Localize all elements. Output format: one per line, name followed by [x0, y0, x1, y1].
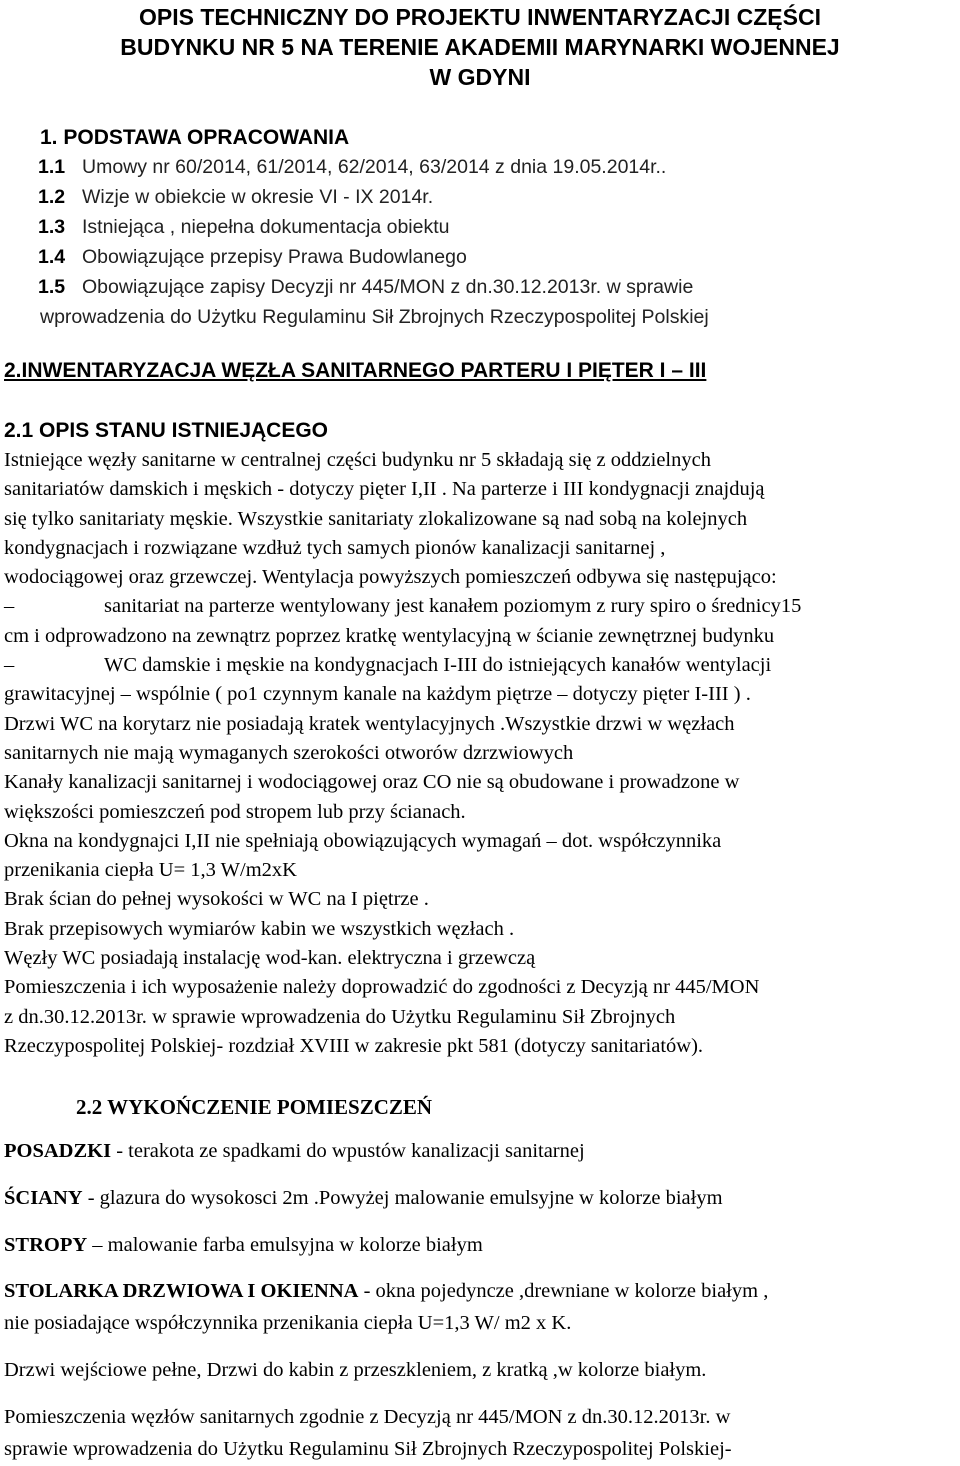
paragraph-line: kondygnacjach i rozwiązane wzdłuż tych samych pionów kanalizacji sanitarnej , — [4, 536, 666, 559]
finish-ceilings — [4, 1230, 956, 1260]
list-item-text: Istniejąca , niepełna dokumentacja obiektu — [82, 216, 450, 238]
section-1-heading: 1. PODSTAWA OPRACOWANIA — [40, 126, 350, 149]
paragraph-line: Okna na kondygnajci I,II nie spełniają obowiązujących wymagań – dot. współczynnika — [4, 829, 722, 852]
subsection-2-2-heading: 2.2 WYKOŃCZENIE POMIESZCZEŃ — [76, 1095, 433, 1119]
finish-label: STROPY — [4, 1234, 88, 1256]
paragraph-line: się tylko sanitariaty męskie. Wszystkie sanitariaty zlokalizowane są nad sobą na kolejnych — [4, 507, 748, 530]
list-item-number: 1.2 — [38, 186, 66, 208]
final-line-1: Pomieszczenia węzłów sanitarnych zgodnie z Decyzją nr 445/MON z dn.30.12.2013r. w — [4, 1406, 731, 1428]
finish-joinery — [4, 1276, 956, 1306]
paragraph-line: z dn.30.12.2013r. w sprawie wprowadzenia do Użytku Regulaminu Sił Zbrojnych — [4, 1005, 676, 1028]
finish-floors — [4, 1136, 956, 1166]
paragraph-line: Istniejące węzły sanitarne w centralnej części budynku nr 5 składają się z oddzielnych — [4, 449, 711, 471]
paragraph-line: Drzwi WC na korytarz nie posiadają kratek wentylacyjnych .Wszystkie drzwi w węzłach — [4, 712, 735, 735]
finish-joinery-line-2: nie posiadające współczynnika przenikania ciepła U=1,3 W/ m2 x K. — [4, 1312, 572, 1334]
dash-item-text: WC damskie i męskie na kondygnacjach I-III do istniejących kanałów wentylacji — [104, 654, 772, 677]
paragraph-line: sanitariatów damskich i męskich - dotyczy pięter I,II . Na parterze i III kondygnacji znajdują — [4, 478, 765, 501]
paragraph-line: Węzły WC posiadają instalację wod-kan. elektryczna i grzewczą — [4, 947, 536, 970]
title-line-1: OPIS TECHNICZNY DO PROJEKTU INWENTARYZACJI CZĘŚCI — [139, 4, 821, 30]
list-item-text: Wizje w obiekcie w okresie VI - IX 2014r. — [82, 186, 434, 208]
paragraph-line: Pomieszczenia i ich wyposażenie należy doprowadzić do zgodności z Decyzją nr 445/MON — [4, 976, 760, 999]
paragraph-line: wodociągowej oraz grzewczej. Wentylacja powyższych pomieszczeń odbywa się następująco: — [4, 566, 777, 589]
paragraph-line: większości pomieszczeń pod stropem lub przy ścianach. — [4, 800, 466, 823]
title-line-3: W GDYNI — [429, 64, 531, 90]
list-item-number: 1.3 — [38, 216, 66, 238]
list-item — [38, 212, 938, 242]
dash-marker: – — [4, 595, 15, 618]
dash-item-text: sanitariat na parterze wentylowany jest kanałem poziomym z rury spiro o średnicy15 — [104, 595, 802, 618]
paragraph-line: grawitacyjnej – wspólnie ( po1 czynnym kanale na każdym piętrze – dotyczy pięter I-III ) . — [4, 683, 751, 706]
section-2-heading: 2.INWENTARYZACJA WĘZŁA SANITARNEGO PARTERU I PIĘTER I – III — [4, 359, 707, 382]
list-item-number: 1.5 — [38, 276, 66, 298]
paragraph-line: Brak przepisowych wymiarów kabin we wszystkich węzłach . — [4, 917, 515, 940]
paragraph-line: Brak ścian do pełnej wysokości w WC na I piętrze . — [4, 888, 429, 911]
finish-text: - okna pojedyncze ,drewniane w kolorze białym , — [358, 1280, 769, 1302]
finish-label: POSADZKI — [4, 1140, 112, 1162]
list-item-number: 1.1 — [38, 156, 66, 178]
paragraph-line: Kanały kanalizacji sanitarnej i wodociągowej oraz CO nie są obudowane i prowadzone w — [4, 771, 740, 794]
section-basis — [38, 124, 938, 332]
finish-text: - glazura do wysokosci 2m .Powyżej malowanie emulsyjne w kolorze białym — [82, 1187, 723, 1209]
subsection-2-1-heading: 2.1 OPIS STANU ISTNIEJĄCEGO — [4, 419, 329, 442]
dash-item — [4, 651, 954, 680]
finish-text: - terakota ze spadkami do wpustów kanalizacji sanitarnej — [111, 1140, 585, 1162]
list-item-continuation: wprowadzenia do Użytku Regulaminu Sił Zbrojnych Rzeczypospolitej Polskiej — [40, 306, 709, 328]
list-item — [38, 272, 938, 302]
paragraph-line: cm i odprowadzono na zewnątrz poprzez kratkę wentylacyjną w ścianie zewnętrznej budynku — [4, 624, 775, 647]
list-item — [38, 242, 938, 272]
list-item-number: 1.4 — [38, 246, 66, 268]
finish-label: ŚCIANY — [4, 1187, 83, 1209]
final-line-2: sprawie wprowadzenia do Użytku Regulaminu Sił Zbrojnych Rzeczypospolitej Polskiej- — [4, 1438, 732, 1460]
list-item-text: Umowy nr 60/2014, 61/2014, 62/2014, 63/2014 z dnia 19.05.2014r.. — [82, 156, 667, 178]
finish-text: – malowanie farba emulsyjna w kolorze białym — [87, 1234, 483, 1256]
paragraph-line: przenikania ciepła U= 1,3 W/m2xK — [4, 859, 297, 882]
dash-item — [4, 592, 954, 621]
doors-text: Drzwi wejściowe pełne, Drzwi do kabin z przeszkleniem, z kratką ,w kolorze białym. — [4, 1359, 707, 1381]
list-item — [38, 152, 938, 182]
finish-label: STOLARKA DRZWIOWA I OKIENNA — [4, 1280, 359, 1302]
subsection-2-1-body — [4, 446, 954, 1061]
list-item-text: Obowiązujące przepisy Prawa Budowlanego — [82, 246, 467, 268]
title-line-2: BUDYNKU NR 5 NA TERENIE AKADEMII MARYNARKI WOJENNEJ — [120, 34, 840, 60]
list-item-text: Obowiązujące zapisy Decyzji nr 445/MON z dn.30.12.2013r. w sprawie — [82, 276, 694, 298]
finish-walls — [4, 1183, 956, 1213]
paragraph-line: sanitarnych nie mają wymaganych szerokości otworów dzrzwiowych — [4, 741, 574, 764]
list-item — [38, 182, 938, 212]
document-title — [0, 2, 960, 92]
paragraph-line: Rzeczypospolitej Polskiej- rozdział XVIII w zakresie pkt 581 (dotyczy sanitariatów). — [4, 1034, 704, 1057]
dash-marker: – — [4, 654, 15, 677]
